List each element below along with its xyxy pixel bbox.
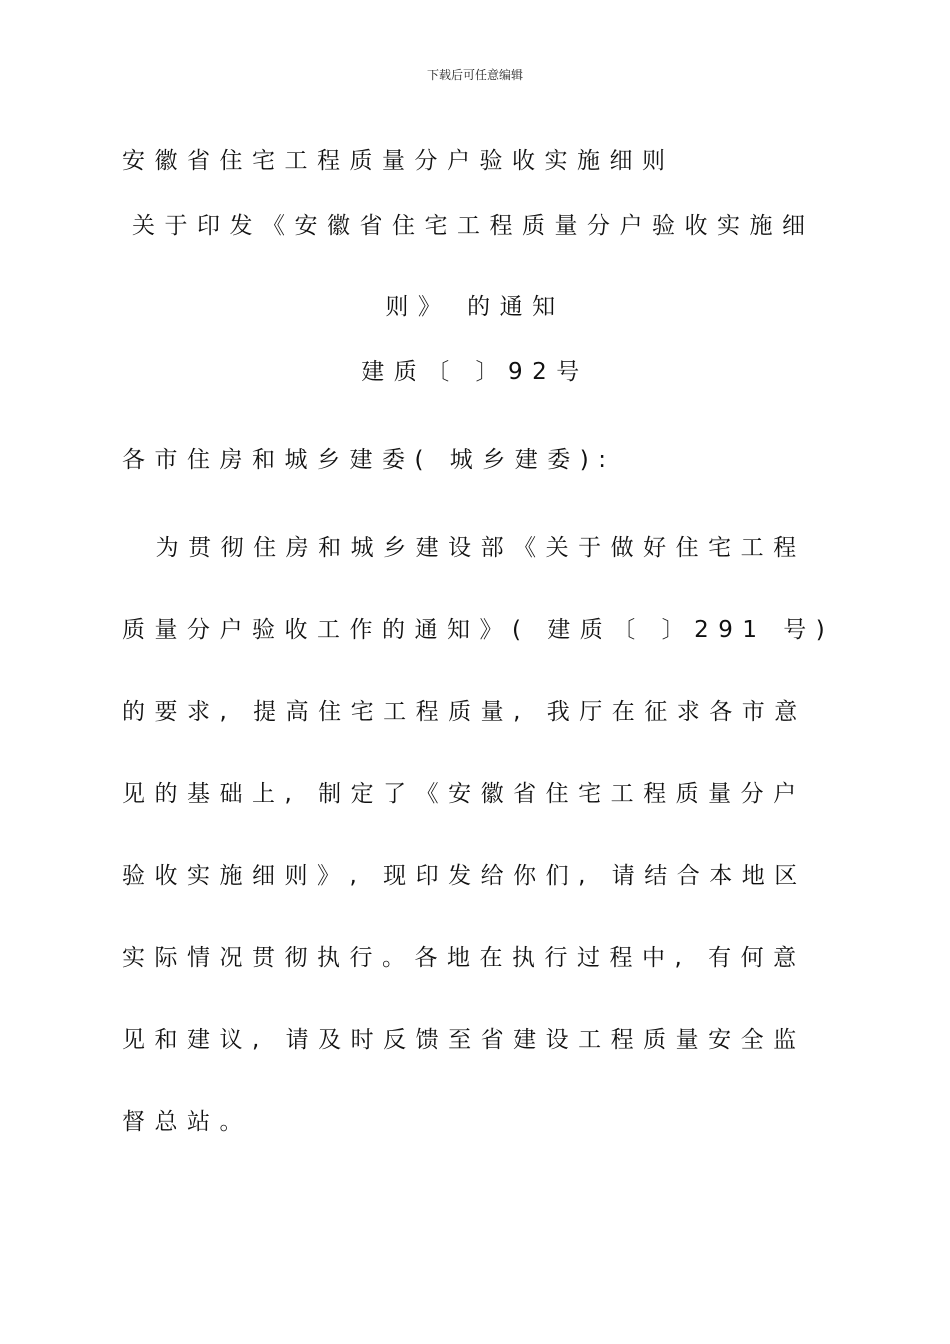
body-line-8: 督总站。 bbox=[122, 1109, 252, 1135]
body-line-7: 见和建议, 请及时反馈至省建设工程质量安全监 bbox=[122, 1027, 806, 1053]
body-line-2: 质量分户验收工作的通知》( 建质〔 〕291 号) bbox=[122, 617, 835, 643]
body-line-3: 的要求, 提高住宅工程质量, 我厅在征求各市意 bbox=[122, 699, 807, 725]
document-title: 安徽省住宅工程质量分户验收实施细则 bbox=[122, 148, 675, 174]
notice-title-line-1: 关于印发《安徽省住宅工程质量分户验收实施细 bbox=[132, 213, 815, 239]
body-line-1: 为贯彻住房和城乡建设部《关于做好住宅工程 bbox=[122, 535, 806, 561]
body-line-6: 实际情况贯彻执行。各地在执行过程中, 有何意 bbox=[122, 945, 806, 971]
body-line-5: 验收实施细则》, 现印发给你们, 请结合本地区 bbox=[122, 863, 807, 889]
document-number: 建质〔 〕92号 bbox=[361, 359, 589, 385]
download-note: 下载后可任意编辑 bbox=[426, 68, 523, 82]
addressee: 各市住房和城乡建委( 城乡建委): bbox=[122, 447, 616, 473]
notice-title-line-2: 则》 的通知 bbox=[385, 294, 565, 320]
body-line-4: 见的基础上, 制定了《安徽省住宅工程质量分户 bbox=[122, 781, 806, 807]
